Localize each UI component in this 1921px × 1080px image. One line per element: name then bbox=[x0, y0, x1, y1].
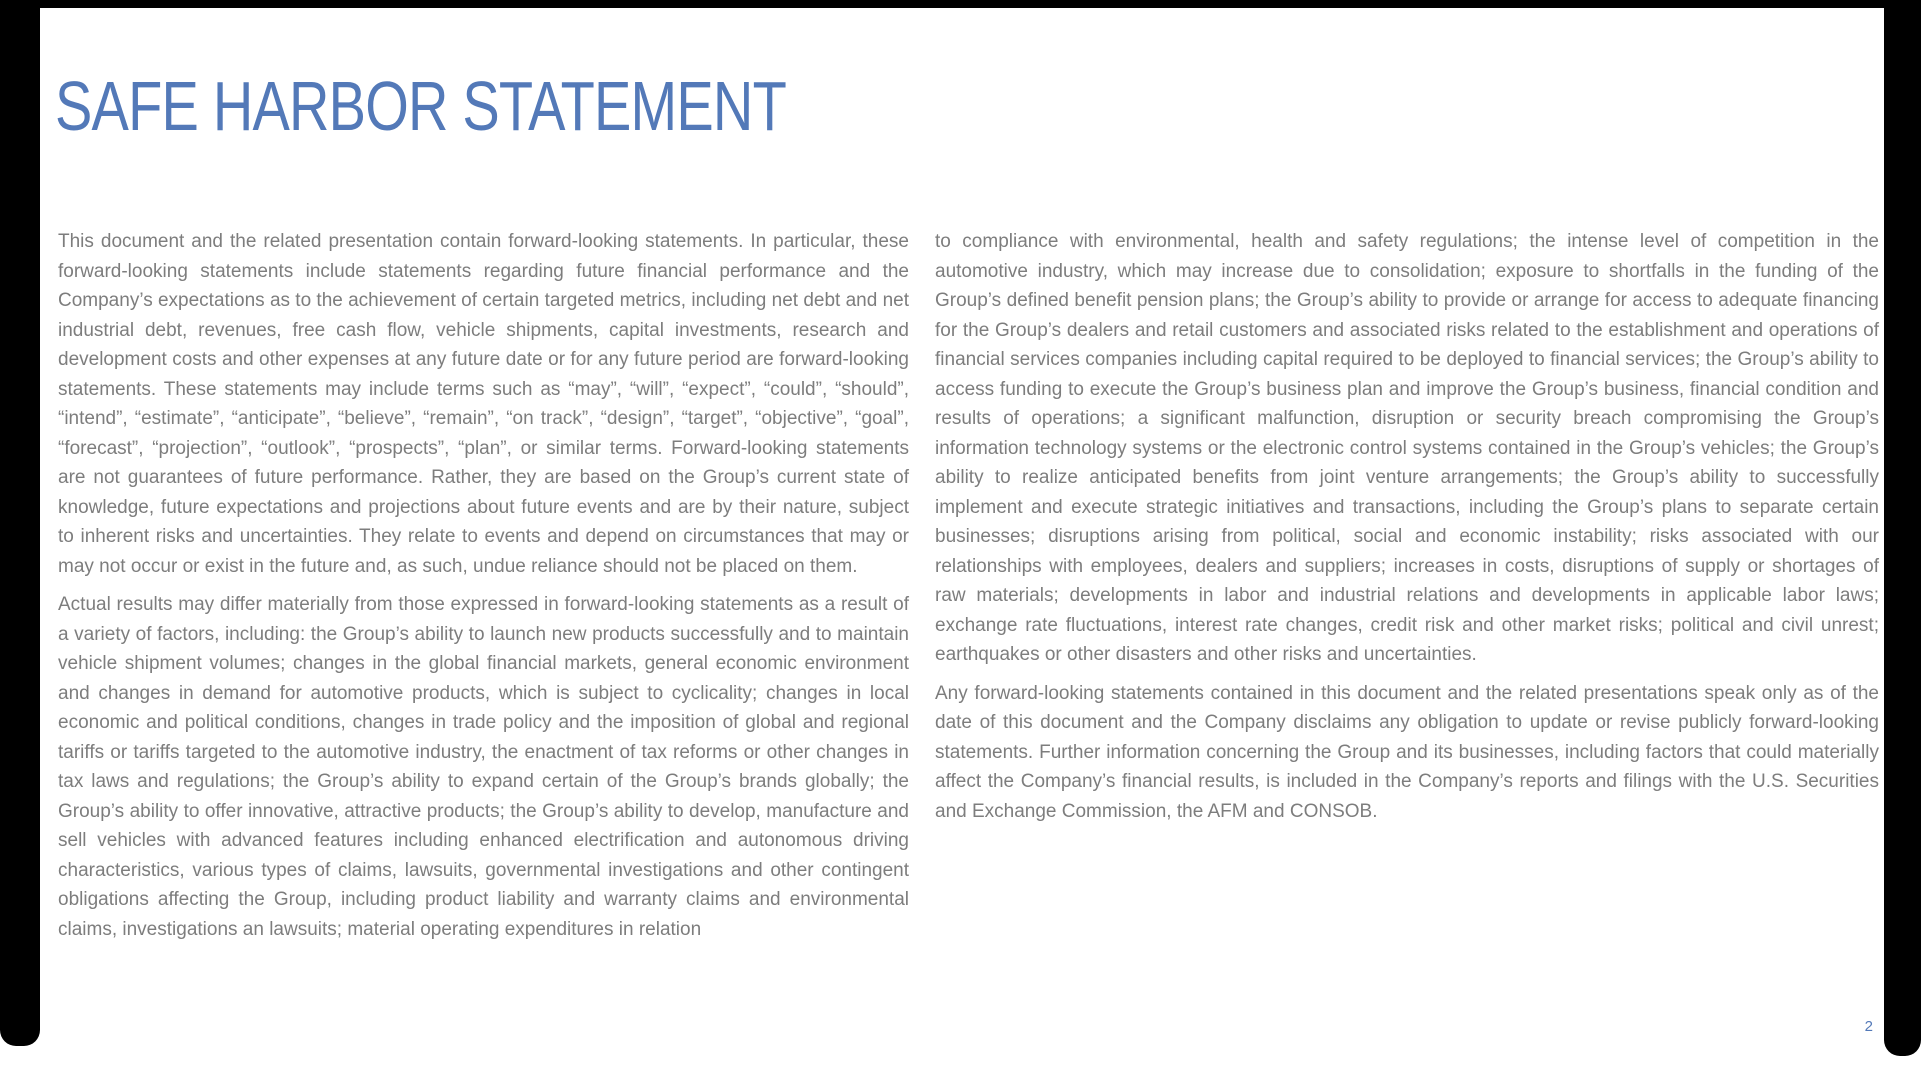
body-columns bbox=[58, 227, 1879, 953]
text-column-right bbox=[935, 227, 1879, 953]
paragraph-risk-factors-2: to compliance with environmental, health and safety regulations; the intense level of competition in the automotive industry, which may increase due to consolidation; exposure to shortfalls in the funding of the Group’s defined benefit pension plans; the Group’s ability to provide or arrange for access to adequate financing for the Group’s dealers and retail customers and associated risks related to the establishment and operations of financial services companies including capital required to be deployed to financial services; the Group’s ability to access funding to execute the Group’s business plan and improve the Group’s business, financial condition and results of operations; a significant malfunction, disruption or security breach compromising the Group’s information technology systems or the electronic control systems contained in the Group’s vehicles; the Group’s ability to realize anticipated benefits from joint venture arrangements; the Group’s ability to successfully implement and execute strategic initiatives and transactions, including the Group’s plans to separate certain businesses; disruptions arising from political, social and economic instability; risks associated with our relationships with employees, dealers and suppliers; increases in costs, disruptions of supply or shortages of raw materials; developments in labor and industrial relations and developments in applicable labor laws; exchange rate fluctuations, interest rate changes, credit risk and other market risks; political and civil unrest; earthquakes or other disasters and other risks and uncertainties. bbox=[935, 231, 1879, 665]
page-title: SAFE HARBOR STATEMENT bbox=[55, 67, 786, 145]
paragraph-disclaimer-closing: Any forward-looking statements contained in this document and the related presentations speak only as of the date of this document and the Company disclaims any obligation to update or revise publicly forward-looking statements. Further information concerning the Group and its businesses, including factors that could materially affect the Company’s financial results, is included in the Company’s reports and filings with the U.S. Securities and Exchange Commission, the AFM and CONSOB. bbox=[935, 682, 1879, 822]
page-number: 2 bbox=[1864, 1018, 1873, 1035]
viewer-frame-left bbox=[0, 0, 40, 1046]
viewer-frame-top bbox=[0, 0, 1921, 8]
paragraph-risk-factors-1: Actual results may differ materially from those expressed in forward-looking statements as a result of a variety of factors, including: the Group’s ability to launch new products successfully and to maintain vehicle shipment volumes; changes in the global financial markets, general economic environment and changes in demand for automotive products, which is subject to cyclicality; changes in local economic and political conditions, changes in trade policy and the imposition of global and regional tariffs or tariffs targeted to the automotive industry, the enactment of tax reforms or other changes in tax laws and regulations; the Group’s ability to expand certain of the Group’s brands globally; the Group’s ability to offer innovative, attractive products; the Group’s ability to develop, manufacture and sell vehicles with advanced features including enhanced electrification and autonomous driving characteristics, various types of claims, lawsuits, governmental investigations and other contingent obligations affecting the Group, including product liability and warranty claims and environmental claims, investigations an lawsuits; material operating expenditures in relation bbox=[58, 594, 909, 940]
paragraph-forward-looking-intro: This document and the related presentation contain forward-looking statements. In particular, these forward-looking statements include statements regarding future financial performance and the Company’s expectations as to the achievement of certain targeted metrics, including net debt and net industrial debt, revenues, free cash flow, vehicle shipments, capital investments, research and development costs and other expenses at any future date or for any future period are forward-looking statements. These statements may include terms such as “may”, “will”, “expect”, “could”, “should”, “intend”, “estimate”, “anticipate”, “believe”, “remain”, “on track”, “design”, “target”, “objective”, “goal”, “forecast”, “projection”, “outlook”, “prospects”, “plan”, or similar terms. Forward-looking statements are not guarantees of future performance. Rather, they are based on the Group’s current state of knowledge, future expectations and projections about future events and are by their nature, subject to inherent risks and uncertainties. They relate to events and depend on circumstances that may or may not occur or exist in the future and, as such, undue reliance should not be placed on them. bbox=[58, 231, 909, 577]
viewer-frame-right bbox=[1884, 0, 1921, 1056]
text-column-left bbox=[58, 227, 909, 953]
